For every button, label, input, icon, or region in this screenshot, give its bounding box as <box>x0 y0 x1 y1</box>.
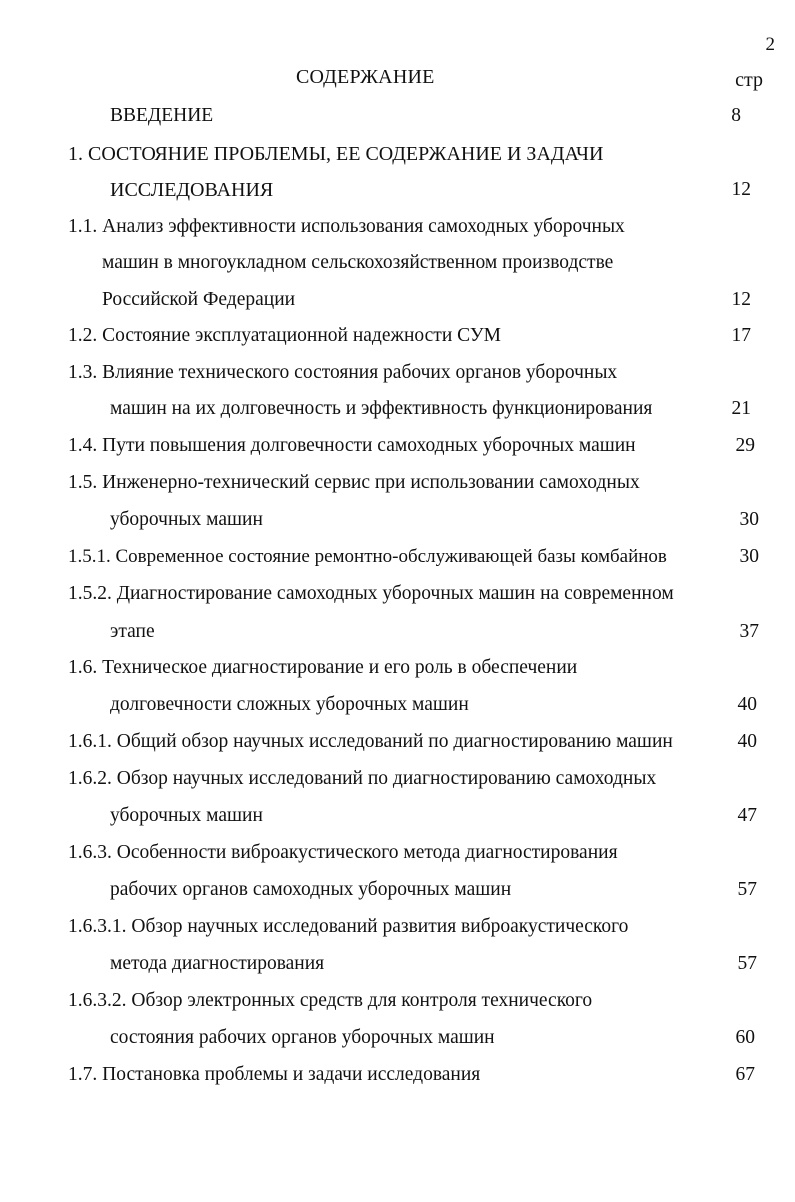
toc-page-1-5-2: 37 <box>739 621 759 642</box>
toc-entry-1-1: 1.1. Анализ эффективности использования самоходных уборочных <box>68 216 625 237</box>
toc-entry-1-cont: ИССЛЕДОВАНИЯ <box>110 179 274 201</box>
toc-entry-1-1-cont2: Российской Федерации <box>102 289 296 310</box>
toc-page-1-6-1: 40 <box>737 731 757 752</box>
page-title: СОДЕРЖАНИЕ <box>296 66 435 88</box>
toc-entry-intro: ВВЕДЕНИЕ <box>110 105 214 126</box>
toc-entry-1-5-2: 1.5.2. Диагностирование самоходных уборочных машин на современном <box>68 583 674 604</box>
toc-entry-1-2: 1.2. Состояние эксплуатационной надежности СУМ <box>68 325 502 346</box>
toc-page-1-1: 12 <box>731 289 751 310</box>
toc-page-1-6-3: 57 <box>737 879 757 900</box>
toc-page-intro: 8 <box>731 105 741 126</box>
toc-page-1: 12 <box>731 179 751 200</box>
toc-entry-1-6-3-1-cont: метода диагностирования <box>110 953 325 974</box>
toc-page-1-6: 40 <box>737 694 757 715</box>
toc-entry-1-6-2: 1.6.2. Обзор научных исследований по диагностированию самоходных <box>68 768 657 789</box>
toc-entry-1-5-2-cont: этапе <box>110 621 155 642</box>
toc-page-1-6-3-2: 60 <box>735 1027 755 1048</box>
toc-page-1-5-1: 30 <box>739 546 759 567</box>
toc-entry-1-1-cont1: машин в многоукладном сельскохозяйственном производстве <box>102 252 614 273</box>
toc-entry-1-3: 1.3. Влияние технического состояния рабочих органов уборочных <box>68 362 618 383</box>
toc-entry-1-3-cont: машин на их долговечность и эффективность функционирования <box>110 398 653 419</box>
toc-entry-1-6-cont: долговечности сложных уборочных машин <box>110 694 469 715</box>
page-column-label: стр <box>735 69 763 91</box>
toc-entry-1-6-1: 1.6.1. Общий обзор научных исследований по диагностированию машин <box>68 731 673 752</box>
toc-page-1-7: 67 <box>735 1064 755 1085</box>
toc-page-1-5: 30 <box>739 509 759 530</box>
toc-page-1-6-3-1: 57 <box>737 953 757 974</box>
toc-entry-1-6-2-cont: уборочных машин <box>110 805 263 826</box>
toc-entry-1-4: 1.4. Пути повышения долговечности самоходных уборочных машин <box>68 435 636 456</box>
toc-page-1-6-2: 47 <box>737 805 757 826</box>
toc-entry-1-6-3-cont: рабочих органов самоходных уборочных машин <box>110 879 512 900</box>
toc-page-1-2: 17 <box>731 325 751 346</box>
toc-entry-1-6-3-2-cont: состояния рабочих органов уборочных машин <box>110 1027 495 1048</box>
toc-entry-1-6-3: 1.6.3. Особенности виброакустического метода диагностирования <box>68 842 618 863</box>
toc-entry-1: 1. СОСТОЯНИЕ ПРОБЛЕМЫ, ЕЕ СОДЕРЖАНИЕ И ЗАДАЧИ <box>68 143 604 165</box>
toc-entry-1-6-3-2: 1.6.3.2. Обзор электронных средств для контроля технического <box>68 990 593 1011</box>
toc-entry-1-5-cont: уборочных машин <box>110 509 263 530</box>
toc-entry-1-5: 1.5. Инженерно-технический сервис при использовании самоходных <box>68 472 640 493</box>
toc-page-1-3: 21 <box>731 398 751 419</box>
toc-entry-1-7: 1.7. Постановка проблемы и задачи исследования <box>68 1064 481 1085</box>
toc-page-1-4: 29 <box>735 435 755 456</box>
toc-entry-1-6: 1.6. Техническое диагностирование и его роль в обеспечении <box>68 657 578 678</box>
toc-entry-1-6-3-1: 1.6.3.1. Обзор научных исследований развития виброакустического <box>68 916 629 937</box>
toc-entry-1-5-1: 1.5.1. Современное состояние ремонтно-обслуживающей базы комбайнов <box>68 546 667 567</box>
page-number: 2 <box>765 34 775 55</box>
